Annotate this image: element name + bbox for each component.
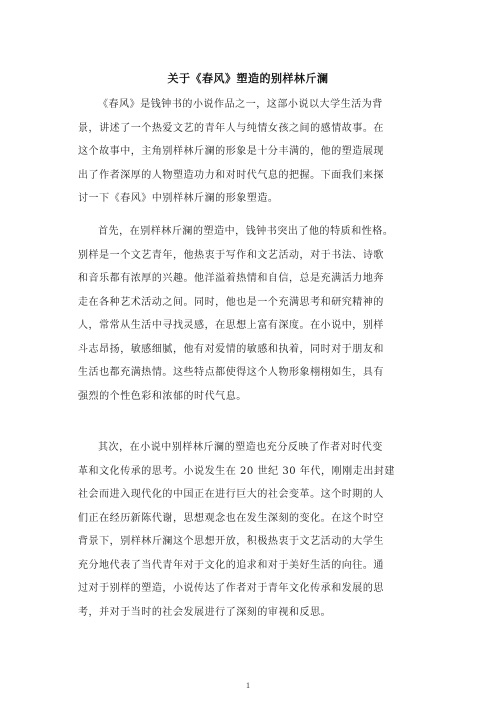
paragraph-line: 景，讲述了一个热爱文艺的青年人与纯情女孩之间的感情故事。在	[78, 122, 384, 134]
paragraph-line: 走在各种艺术活动之间。同时，他也是一个充满思考和研究精神的	[78, 296, 384, 308]
paragraph-line: 讨一下《春风》中别样林斤澜的形象塑造。	[78, 193, 279, 204]
paragraph-line: 革和文化传承的思考。小说发生在 20 世纪 30 年代，刚刚走出封建	[78, 465, 395, 477]
paragraph-line: 出了作者深厚的人物塑造功力和对时代气息的把握。下面我们来探	[78, 169, 384, 181]
paragraph-line: 其次，在小说中别样林斤澜的塑造也充分反映了作者对时代变	[98, 442, 383, 453]
paragraph-2	[78, 220, 438, 408]
paragraph-line: 别样是一个文艺青年，他热衷于写作和文艺活动，对于书法、诗歌	[78, 249, 384, 261]
paragraph-line: 社会而进入现代化的中国正在进行巨大的社会变革。这个时期的人	[78, 489, 384, 500]
document-title: 关于《春风》塑造的别样林斤澜	[167, 72, 329, 85]
paragraph-line: 考，并对于当时的社会发展进行了深刻的审视和反思。	[78, 606, 332, 618]
paragraph-line: 和音乐都有浓厚的兴趣。他洋溢着热情和自信，总是充满活力地奔	[78, 273, 384, 284]
paragraph-line: 强烈的个性色彩和浓郁的时代气息。	[78, 390, 247, 402]
paragraph-line: 斗志昂扬，敏感细腻，他有对爱情的敏感和执着，同时对于朋友和	[78, 343, 384, 355]
paragraph-line: 这个故事中，主角别样林斤澜的形象是十分丰满的，他的塑造展现	[78, 146, 384, 157]
paragraph-1	[78, 93, 438, 211]
paragraph-line: 们正在经历新陈代谢，思想观念也在发生深刻的变化。在这个时空	[78, 512, 384, 524]
paragraph-3	[78, 436, 438, 624]
paragraph-line: 背景下，别样林斤澜这个思想开放，积极热衷于文艺活动的大学生	[78, 536, 384, 547]
page-number: 1	[246, 681, 250, 690]
paragraph-line: 过对于别样的塑造，小说传达了作者对于青年文化传承和发展的思	[78, 583, 384, 594]
paragraph-line: 充分地代表了当代青年对于文化的追求和对于美好生活的向往。通	[78, 559, 384, 571]
paragraph-line: 人，常常从生活中寻找灵感，在思想上富有深度。在小说中，别样	[78, 320, 384, 331]
paragraph-line: 《春风》是钱钟书的小说作品之一，这部小说以大学生活为背	[98, 99, 383, 110]
paragraph-line: 生活也都充满热情。这些特点都使得这个人物形象栩栩如生，具有	[78, 367, 384, 378]
paragraph-line: 首先，在别样林斤澜的塑造中，钱钟书突出了他的特质和性格。	[98, 226, 394, 237]
